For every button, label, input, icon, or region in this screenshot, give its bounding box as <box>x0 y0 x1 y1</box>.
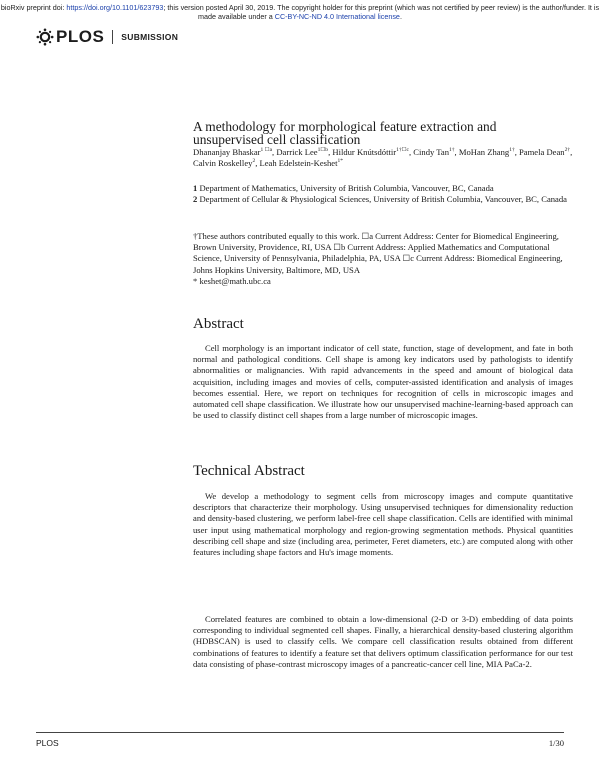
technical-abstract-paragraph-2: Correlated features are combined to obtain a low-dimensional (2-D or 3-D) embedding of data points corresponding to individual segmented cell shapes. Finally, a hierarchical density-based clustering algorithm (HDBSCAN) is used to classify cells. We compare cell classification results obtained from different combinations of features to identify a feature set that delivers optimum classification performance for our test data consisting of phase-contrast microscopy images of a pancreatic-cancer cell line, MIA PaCa-2. <box>193 614 573 669</box>
author-entry: Darrick Lee$^{1☐b}$, <box>276 147 333 157</box>
submission-label: SUBMISSION <box>121 32 179 42</box>
preprint-prefix: bioRxiv preprint doi: <box>0 3 67 12</box>
author-affil-mark: 1†☐c <box>396 147 409 154</box>
footer-divider <box>36 732 564 733</box>
page-number: 1/30 <box>548 738 564 748</box>
author-name: Hildur Knútsdóttir <box>332 147 397 157</box>
affiliation-number: 2 <box>193 194 198 205</box>
paper-title: A methodology for morphological feature extraction and unsupervised cell classification <box>193 119 497 147</box>
author-affil-mark: 1☐b <box>317 147 329 154</box>
logo-divider <box>112 30 113 44</box>
author-affil-mark: 1† <box>449 147 455 154</box>
author-entry: Dhananjay Bhaskar$^{1 ☐a}$, <box>193 147 277 157</box>
author-entry: Hildur Knútsdóttir$^{1\dagger☐c}$, <box>332 147 414 157</box>
technical-abstract-heading: Technical Abstract <box>193 463 305 479</box>
footer-journal: PLOS <box>36 738 59 748</box>
author-name: Leah Edelstein-Keshet <box>259 158 338 169</box>
affiliation-text: Department of Cellular & Physiological Sciences, University of British Columbia, Vancouver, BC, Canada <box>199 194 567 205</box>
plos-logo-text: PLOS <box>56 27 105 46</box>
author-affil-mark: 1 ☐a <box>260 147 273 154</box>
technical-abstract-paragraph-1: We develop a methodology to segment cells from microscopy images and compute quantitative descriptors that characterize their morphology. Using unsupervised techniques for dimensionality reduction and density-based clustering, we perform label-free cell shape classification. Cells are identified with minimal user input using mathematical morphology and region-growing segmentation methods. Physical quantities describing cell shape and size (including area, perimeter, Feret diameters, etc.) are computed along with other features including shape factors and Hu's image moments. <box>193 491 573 558</box>
corresponding-email: * keshet@math.ubc.ca <box>193 275 271 286</box>
author-notes <box>193 231 573 287</box>
author-name: Pamela Dean <box>519 147 565 157</box>
author-entry: MoHan Zhang$^{1\dagger}$, <box>458 147 519 157</box>
author-entry: Cindy Tan$^{1\dagger}$, <box>413 147 459 157</box>
affiliation-item <box>193 194 573 205</box>
author-name: MoHan Zhang <box>458 147 510 157</box>
author-entry: Pamela Dean$^{2\dagger}$, <box>519 147 573 157</box>
doi-link[interactable]: https://doi.org/10.1101/623793 <box>66 3 164 12</box>
license-link[interactable]: CC-BY-NC-ND 4.0 International license <box>274 12 400 21</box>
author-affil-mark: 1* <box>337 158 344 165</box>
preprint-middle: ; this version posted April 30, 2019. The copyright holder for this preprint (which was not certified by peer review) is the author/funder. It is made available under a <box>163 3 600 21</box>
author-list <box>193 147 573 169</box>
abstract-paragraph: Cell morphology is an important indicator of cell state, function, stage of development, and fate in both normal and pathological conditions. Cell shape is among key indicators used by pathologists to identify abnormalities or malignancies. With rapid advancements in the speed and amount of biological data acquisition, including images and movies of cells, computer-assisted identification and analysis of images becomes essential. Here, we report on techniques for recognition of cells in microscopic images and automated cell shape classification. We illustrate how our unsupervised machine-learning-based approach can be used to classify distinct cell shapes from a large number of microscopic images. <box>193 343 573 421</box>
affiliations <box>193 183 573 205</box>
author-name: Calvin Roskelley <box>193 158 253 169</box>
contribution-note: †These authors contributed equally to this work. ☐a Current Address: Center for Biomedical Engineering, Brown University, Providence, RI, USA ☐b Current Address: Applied Mathematics and Computational Science, University of Pennsylvania, Philadelphia, PA, USA ☐c Current Address: Biomedical Engineering, Johns Hopkins University, Baltimore, MD, USA <box>193 231 563 275</box>
author-name: Dhananjay Bhaskar <box>193 147 261 157</box>
preprint-suffix: . <box>399 12 402 21</box>
author-affil-mark: 1† <box>509 147 515 154</box>
author-affil-mark: 2 <box>252 158 256 165</box>
affiliation-item <box>193 183 573 194</box>
plos-header <box>36 26 178 48</box>
author-entry <box>259 158 343 168</box>
plos-logo-icon <box>36 28 54 46</box>
author-name: Darrick Lee <box>276 147 318 157</box>
author-entry: Calvin Roskelley$^2$, <box>193 158 260 169</box>
author-name: Cindy Tan <box>413 147 450 157</box>
affiliation-text: Department of Mathematics, University of British Columbia, Vancouver, BC, Canada <box>199 183 494 193</box>
affiliation-number: 1 <box>193 183 198 193</box>
preprint-notice <box>0 3 600 21</box>
abstract-heading: Abstract <box>193 316 244 332</box>
author-affil-mark: 2† <box>564 147 571 154</box>
